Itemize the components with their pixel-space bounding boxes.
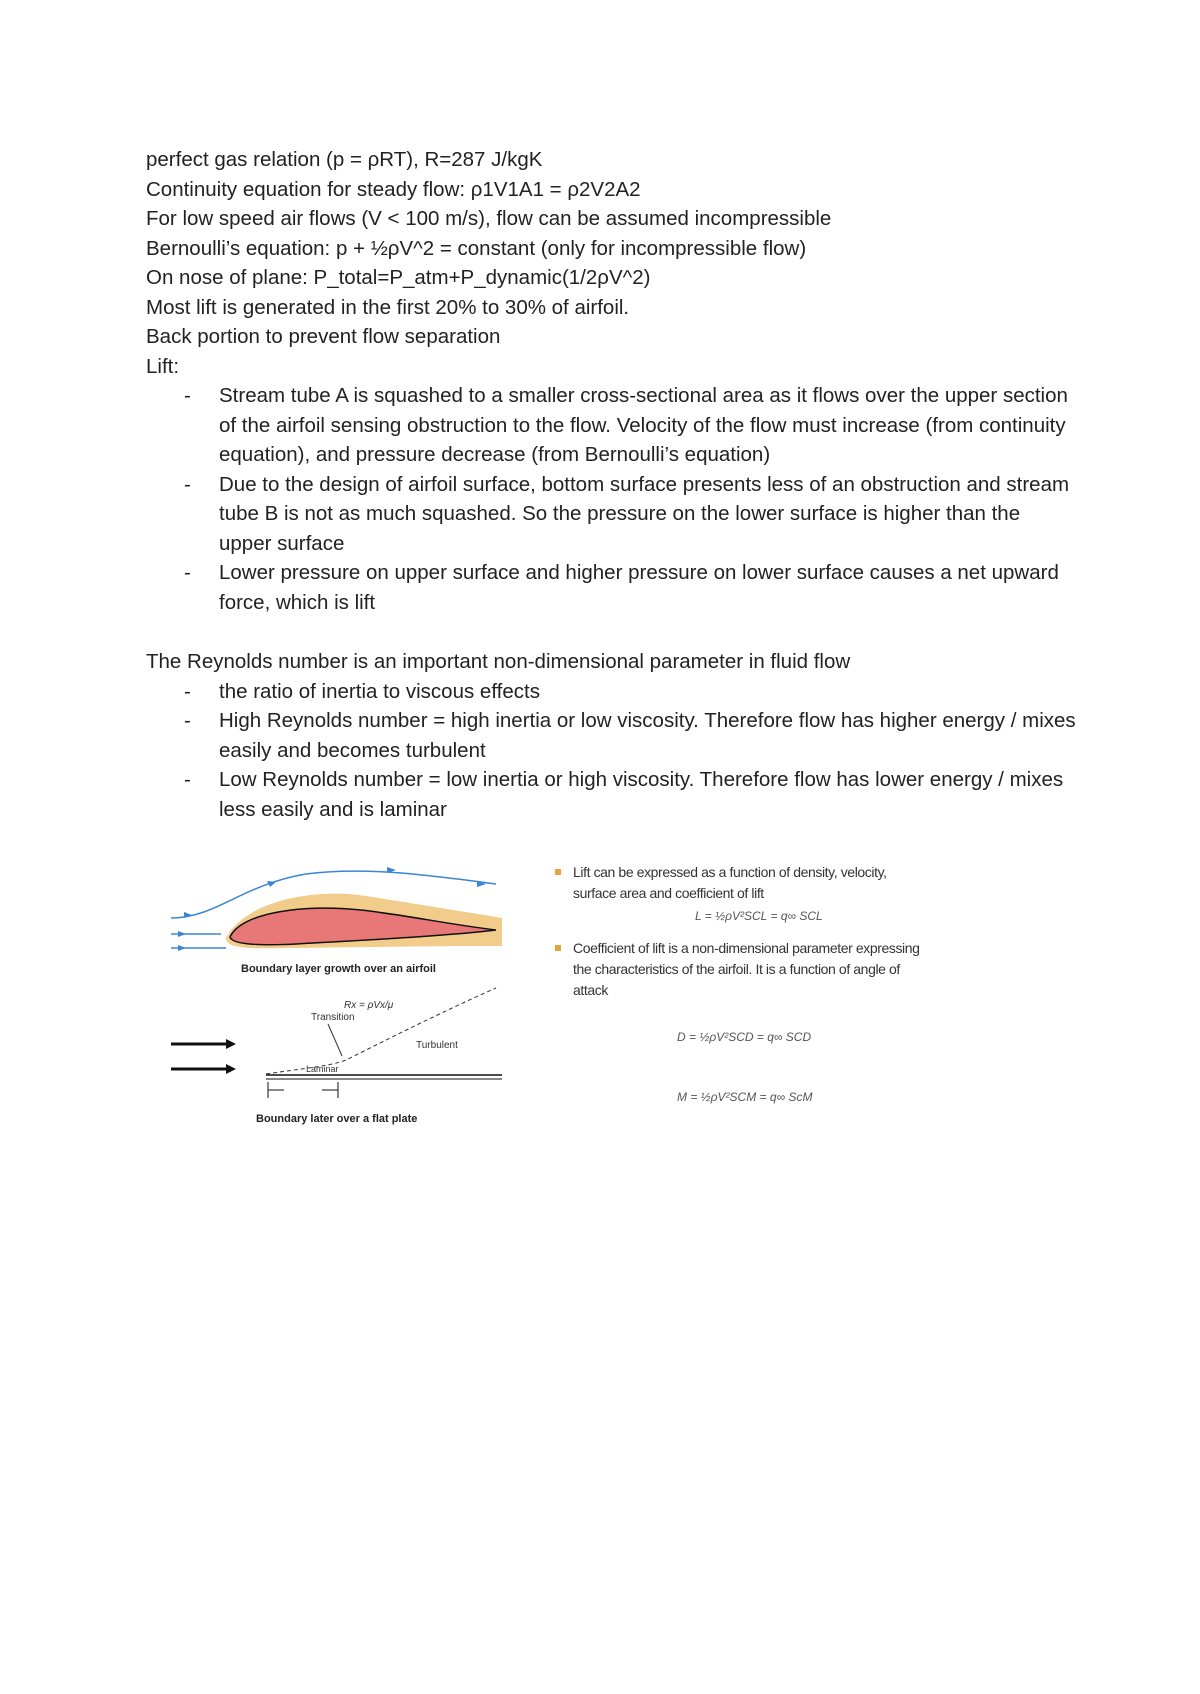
list-item xyxy=(146,765,1076,824)
list-item-text: Due to the design of airfoil surface, bottom surface presents less of an obstruction and stream tube B is not as much squashed. So the pressure on the lower surface is higher than the upper surface xyxy=(219,472,1070,555)
note-line: Lift: xyxy=(146,354,180,378)
flow-arrowhead xyxy=(178,931,186,937)
bullet-dash: - xyxy=(184,679,191,703)
list-item-text: Stream tube A is squashed to a smaller cross-sectional area as it flows over the upper section of the airfoil sensing obstruction to the flow. Velocity of the flow must increase (from continuity equation), and pressure decrease (from Bernoulli’s equation) xyxy=(219,384,1068,466)
lift-equations-figure xyxy=(555,862,920,1122)
laminar-label: Laminar xyxy=(306,1064,339,1074)
boundary-layer-figure xyxy=(146,860,506,1130)
note-line: Most lift is generated in the first 20% to 30% of airfoil. xyxy=(146,295,630,319)
transition-pointer xyxy=(328,1024,342,1056)
lift-coefficient-item xyxy=(555,938,923,1001)
lift-definition-item xyxy=(555,862,923,904)
lift-bullet-list xyxy=(146,381,1076,617)
list-item-text: High Reynolds number = high inertia or low viscosity. Therefore flow has higher energy / mixes easily and becomes turbulent xyxy=(219,709,1076,762)
note-line: For low speed air flows (V < 100 m/s), flow can be assumed incompressible xyxy=(146,207,832,230)
incoming-flow-arrowhead xyxy=(226,1039,236,1049)
orange-bullet-icon xyxy=(555,869,561,875)
bullet-dash: - xyxy=(184,472,191,496)
transition-label: Transition xyxy=(311,1012,355,1023)
turbulent-label: Turbulent xyxy=(416,1040,458,1051)
spacer xyxy=(146,617,1076,647)
bullet-dash: - xyxy=(184,768,191,791)
plate-caption: Boundary later over a flat plate xyxy=(256,1113,418,1125)
note-line: Continuity equation for steady flow: ρ1V1A1 = ρ2V2A2 xyxy=(146,177,641,201)
lift-coefficient-text: Coefficient of lift is a non-dimensional parameter expressing the characteristics of the airfoil. It is a function of angle of attack xyxy=(573,940,920,998)
re-formula: Rx = ρVx/μ xyxy=(344,1000,394,1011)
list-item xyxy=(146,677,1076,707)
moment-equation: M = ½ρV²SCM = q∞ ScM xyxy=(677,1090,813,1104)
list-item xyxy=(146,381,1076,470)
bullet-dash: - xyxy=(184,384,191,407)
note-line: On nose of plane: P_total=P_atm+P_dynamic(1/2ρV^2) xyxy=(146,266,651,289)
orange-bullet-icon xyxy=(555,945,561,951)
list-item-text: the ratio of inertia to viscous effects xyxy=(219,679,540,703)
notes-text xyxy=(146,145,1076,824)
bullet-dash: - xyxy=(184,709,191,732)
bullet-dash: - xyxy=(184,561,191,584)
reynolds-heading: The Reynolds number is an important non-dimensional parameter in fluid flow xyxy=(146,650,851,673)
drag-equation: D = ½ρV²SCD = q∞ SCD xyxy=(677,1030,812,1044)
list-item xyxy=(146,706,1076,765)
airfoil-caption: Boundary layer growth over an airfoil xyxy=(241,963,436,975)
lift-definition-text: Lift can be expressed as a function of density, velocity, surface area and coefficient of lift xyxy=(573,864,887,901)
reynolds-bullet-list xyxy=(146,677,1076,825)
list-item xyxy=(146,470,1076,559)
note-line: perfect gas relation (p = ρRT), R=287 J/kgK xyxy=(146,148,543,171)
note-line: Bernoulli’s equation: p + ½ρV^2 = constant (only for incompressible flow) xyxy=(146,236,807,260)
note-line: Back portion to prevent flow separation xyxy=(146,325,501,348)
list-item-text: Lower pressure on upper surface and higher pressure on lower surface causes a net upward force, which is lift xyxy=(219,561,1059,614)
incoming-flow-arrowhead xyxy=(226,1064,236,1074)
lift-equation: L = ½ρV²SCL = q∞ SCL xyxy=(695,909,823,923)
flow-arrowhead xyxy=(178,945,186,951)
list-item-text: Low Reynolds number = low inertia or high viscosity. Therefore flow has lower energy / mixes less easily and is laminar xyxy=(219,768,1064,821)
list-item xyxy=(146,558,1076,617)
